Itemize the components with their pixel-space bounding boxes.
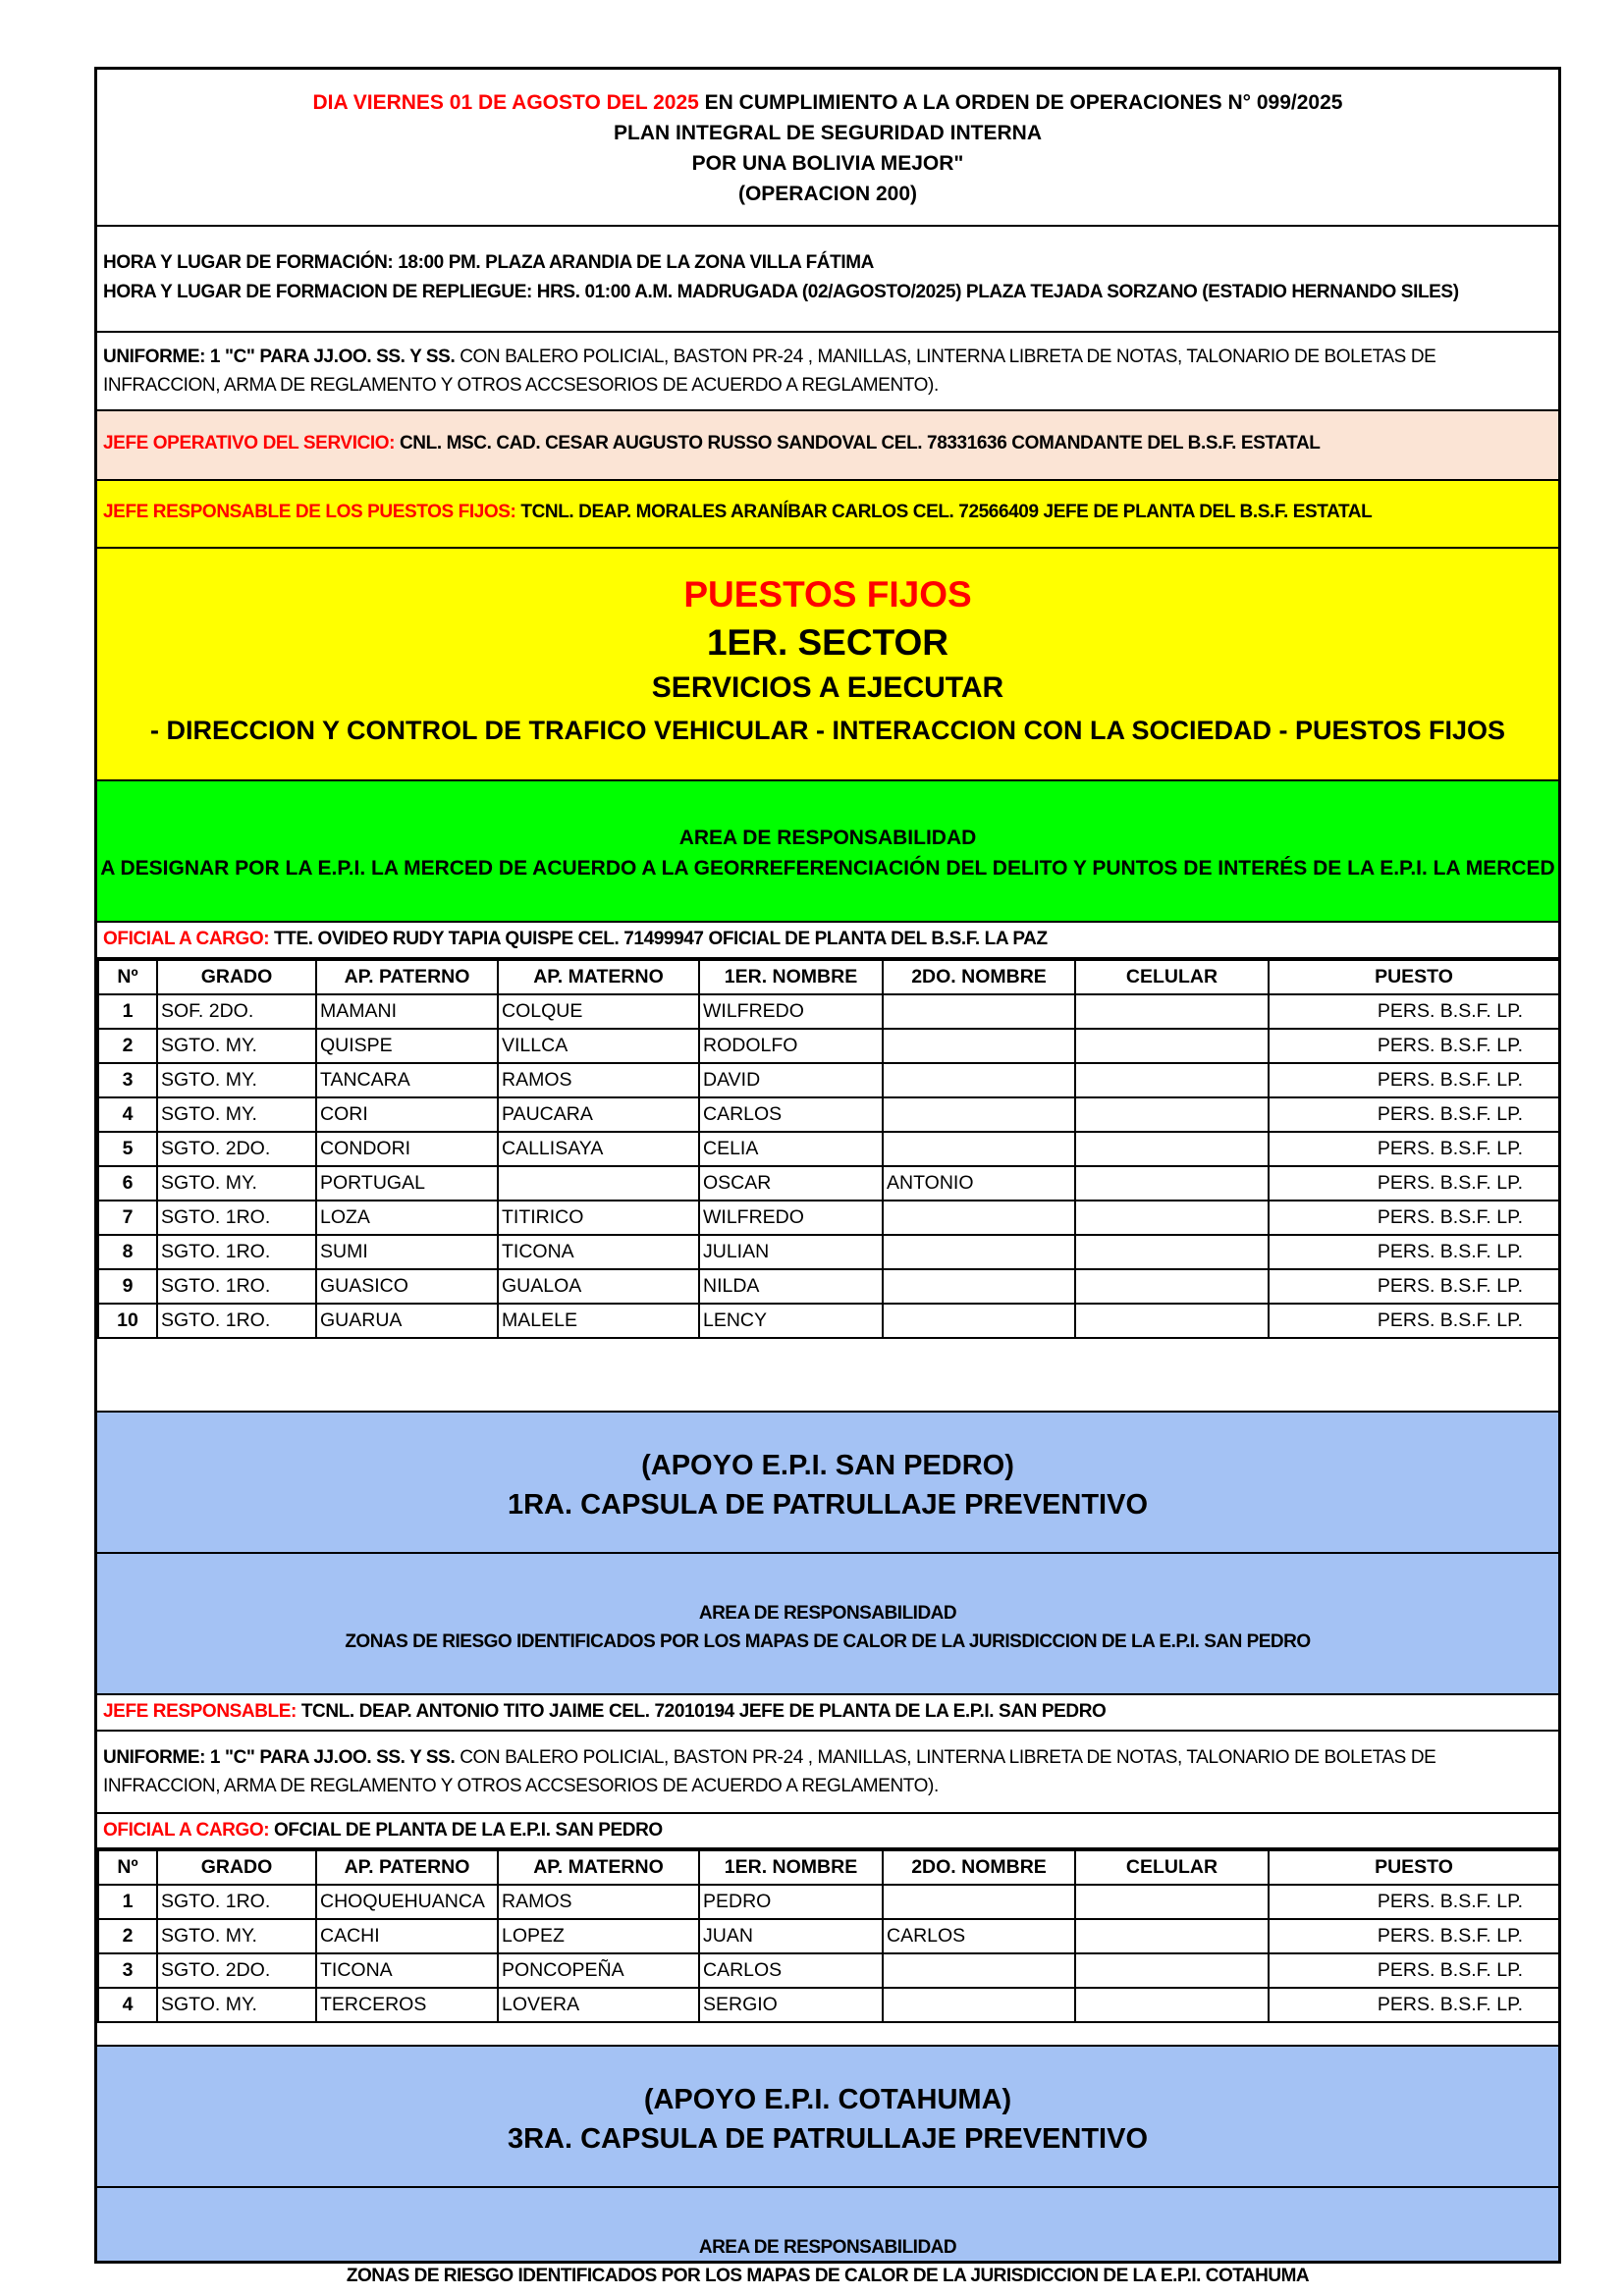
paterno-cell: LOZA bbox=[316, 1201, 498, 1235]
header-block bbox=[97, 70, 1558, 227]
sector-title: PUESTOS FIJOS bbox=[683, 574, 972, 614]
paterno-cell: QUISPE bbox=[316, 1029, 498, 1063]
grado-cell: SGTO. 1RO. bbox=[157, 1235, 316, 1269]
jefe-2-label: JEFE RESPONSABLE: bbox=[103, 1701, 297, 1722]
puesto-cell: PERS. B.S.F. LP. bbox=[1269, 1029, 1559, 1063]
puesto-cell: PERS. B.S.F. LP. bbox=[1269, 1988, 1559, 2022]
materno-cell: LOPEZ bbox=[498, 1919, 699, 1953]
area-responsabilidad-2 bbox=[97, 1554, 1558, 1695]
apoyo-1-line-2: 1RA. CAPSULA DE PATRULLAJE PREVENTIVO bbox=[507, 1489, 1149, 1521]
paterno-cell: TERCEROS bbox=[316, 1988, 498, 2022]
col-header: AP. MATERNO bbox=[498, 1850, 699, 1885]
grado-cell: SGTO. 1RO. bbox=[157, 1201, 316, 1235]
puesto-cell: PERS. B.S.F. LP. bbox=[1269, 1269, 1559, 1304]
nombre1-cell: CARLOS bbox=[699, 1097, 883, 1132]
col-header: AP. MATERNO bbox=[498, 960, 699, 994]
nombre1-cell: NILDA bbox=[699, 1269, 883, 1304]
nombre1-cell: OSCAR bbox=[699, 1166, 883, 1201]
table-1-body bbox=[98, 994, 1559, 1338]
nombre1-cell: WILFREDO bbox=[699, 1201, 883, 1235]
paterno-cell: SUMI bbox=[316, 1235, 498, 1269]
nombre2-cell bbox=[883, 1063, 1075, 1097]
celular-cell bbox=[1075, 1132, 1269, 1166]
materno-cell: LOVERA bbox=[498, 1988, 699, 2022]
celular-cell bbox=[1075, 1029, 1269, 1063]
uniform-text-2: INFRACCION, ARMA DE REGLAMENTO Y OTROS ACCSESORIOS DE ACUERDO A REGLAMENTO). bbox=[103, 375, 939, 396]
uniform-2-text-2: INFRACCION, ARMA DE REGLAMENTO Y OTROS ACCSESORIOS DE ACUERDO A REGLAMENTO). bbox=[103, 1776, 939, 1796]
grado-cell: SGTO. 2DO. bbox=[157, 1953, 316, 1988]
area-responsabilidad-3 bbox=[97, 2188, 1558, 2286]
jefe-puestos-value: TCNL. DEAP. MORALES ARANÍBAR CARLOS CEL. 72566409 JEFE DE PLANTA DEL B.S.F. ESTATAL bbox=[515, 502, 1373, 522]
grado-cell: SGTO. MY. bbox=[157, 1919, 316, 1953]
paterno-cell: CONDORI bbox=[316, 1132, 498, 1166]
nombre1-cell: WILFREDO bbox=[699, 994, 883, 1029]
materno-cell: RAMOS bbox=[498, 1885, 699, 1919]
uniform-text-1: CON BALERO POLICIAL, BASTON PR-24 , MANILLAS, LINTERNA LIBRETA DE NOTAS, TALONARIO DE BOLETAS DE bbox=[455, 347, 1436, 367]
table-row bbox=[98, 994, 1559, 1029]
apoyo-san-pedro-block bbox=[97, 1411, 1558, 1554]
table-row bbox=[98, 1988, 1559, 2022]
nombre2-cell bbox=[883, 1029, 1075, 1063]
nombre1-cell: LENCY bbox=[699, 1304, 883, 1338]
grado-cell: SOF. 2DO. bbox=[157, 994, 316, 1029]
formation-block bbox=[97, 227, 1558, 333]
nombre2-cell bbox=[883, 1269, 1075, 1304]
area-1-text: A DESIGNAR POR LA E.P.I. LA MERCED DE ACUERDO A LA GEORREFERENCIACIÓN DEL DELITO Y PUNTOS DE INTERÉS DE LA E.P.I. LA MERCED bbox=[100, 857, 1555, 880]
puesto-cell: PERS. B.S.F. LP. bbox=[1269, 1953, 1559, 1988]
services-title: SERVICIOS A EJECUTAR bbox=[651, 671, 1004, 704]
puesto-cell: PERS. B.S.F. LP. bbox=[1269, 1063, 1559, 1097]
operations-sheet bbox=[94, 67, 1561, 2286]
area-3-text: ZONAS DE RIESGO IDENTIFICADOS POR LOS MAPAS DE CALOR DE LA JURISDICCION DE LA E.P.I. COTAHUMA bbox=[346, 2266, 1310, 2286]
oficial-cargo-1 bbox=[97, 923, 1558, 959]
celular-cell bbox=[1075, 1953, 1269, 1988]
puesto-cell: PERS. B.S.F. LP. bbox=[1269, 994, 1559, 1029]
paterno-cell: CHOQUEHUANCA bbox=[316, 1885, 498, 1919]
area-3-title: AREA DE RESPONSABILIDAD bbox=[698, 2237, 957, 2258]
nombre1-cell: JUAN bbox=[699, 1919, 883, 1953]
jefe-operativo-label: JEFE OPERATIVO DEL SERVICIO: bbox=[103, 433, 396, 454]
jefe-operativo-value: CNL. MSC. CAD. CESAR AUGUSTO RUSSO SANDOVAL CEL. 78331636 COMANDANTE DEL B.S.F. ESTATAL bbox=[395, 433, 1321, 454]
nombre2-cell: ANTONIO bbox=[883, 1166, 1075, 1201]
celular-cell bbox=[1075, 1201, 1269, 1235]
area-2-text: ZONAS DE RIESGO IDENTIFICADOS POR LOS MAPAS DE CALOR DE LA JURISDICCION DE LA E.P.I. SAN PEDRO bbox=[345, 1631, 1311, 1652]
nombre1-cell: CELIA bbox=[699, 1132, 883, 1166]
col-header: GRADO bbox=[157, 1850, 316, 1885]
col-header: CELULAR bbox=[1075, 960, 1269, 994]
table-row bbox=[98, 1201, 1559, 1235]
header-line-3: POR UNA BOLIVIA MEJOR" bbox=[691, 152, 964, 175]
uniform-2-text-1: CON BALERO POLICIAL, BASTON PR-24 , MANILLAS, LINTERNA LIBRETA DE NOTAS, TALONARIO DE BOLETAS DE bbox=[455, 1747, 1436, 1768]
uniform-block bbox=[97, 333, 1558, 411]
apoyo-2-line-1: (APOYO E.P.I. COTAHUMA) bbox=[643, 2084, 1012, 2115]
nombre1-cell: PEDRO bbox=[699, 1885, 883, 1919]
paterno-cell: CACHI bbox=[316, 1919, 498, 1953]
apoyo-2-line-2: 3RA. CAPSULA DE PATRULLAJE PREVENTIVO bbox=[507, 2123, 1149, 2155]
col-header: AP. PATERNO bbox=[316, 960, 498, 994]
celular-cell bbox=[1075, 1919, 1269, 1953]
celular-cell bbox=[1075, 1988, 1269, 2022]
materno-cell: TITIRICO bbox=[498, 1201, 699, 1235]
oficial-1-value: TTE. OVIDEO RUDY TAPIA QUISPE CEL. 71499947 OFICIAL DE PLANTA DEL B.S.F. LA PAZ bbox=[269, 929, 1048, 949]
row-number: 7 bbox=[98, 1201, 157, 1235]
puesto-cell: PERS. B.S.F. LP. bbox=[1269, 1097, 1559, 1132]
nombre2-cell: CARLOS bbox=[883, 1919, 1075, 1953]
table-row bbox=[98, 1304, 1559, 1338]
header-line-2: PLAN INTEGRAL DE SEGURIDAD INTERNA bbox=[614, 122, 1042, 144]
table-row bbox=[98, 1919, 1559, 1953]
paterno-cell: MAMANI bbox=[316, 994, 498, 1029]
row-number: 2 bbox=[98, 1029, 157, 1063]
paterno-cell: GUASICO bbox=[316, 1269, 498, 1304]
nombre2-cell bbox=[883, 1132, 1075, 1166]
materno-cell: VILLCA bbox=[498, 1029, 699, 1063]
nombre1-cell: SERGIO bbox=[699, 1988, 883, 2022]
uniform-label: UNIFORME: 1 "C" PARA JJ.OO. SS. Y SS. bbox=[103, 347, 456, 367]
table-row bbox=[98, 1132, 1559, 1166]
uniform-2-label: UNIFORME: 1 "C" PARA JJ.OO. SS. Y SS. bbox=[103, 1747, 456, 1768]
area-2-title: AREA DE RESPONSABILIDAD bbox=[698, 1603, 957, 1624]
materno-cell bbox=[498, 1166, 699, 1201]
col-header: AP. PATERNO bbox=[316, 1850, 498, 1885]
puesto-cell: PERS. B.S.F. LP. bbox=[1269, 1885, 1559, 1919]
col-header: GRADO bbox=[157, 960, 316, 994]
table-row bbox=[98, 1029, 1559, 1063]
oficial-2-value: OFCIAL DE PLANTA DE LA E.P.I. SAN PEDRO bbox=[269, 1820, 663, 1841]
materno-cell: PAUCARA bbox=[498, 1097, 699, 1132]
paterno-cell: GUARUA bbox=[316, 1304, 498, 1338]
celular-cell bbox=[1075, 1166, 1269, 1201]
table-row bbox=[98, 1235, 1559, 1269]
nombre2-cell bbox=[883, 1304, 1075, 1338]
materno-cell: TICONA bbox=[498, 1235, 699, 1269]
nombre2-cell bbox=[883, 1885, 1075, 1919]
col-header: Nº bbox=[98, 960, 157, 994]
row-number: 1 bbox=[98, 994, 157, 1029]
jefe-puestos-label: JEFE RESPONSABLE DE LOS PUESTOS FIJOS: bbox=[103, 502, 516, 522]
celular-cell bbox=[1075, 1269, 1269, 1304]
celular-cell bbox=[1075, 1063, 1269, 1097]
header-line-1 bbox=[97, 87, 1558, 118]
grado-cell: SGTO. 1RO. bbox=[157, 1269, 316, 1304]
header-line-4: (OPERACION 200) bbox=[737, 183, 918, 205]
paterno-cell: TICONA bbox=[316, 1953, 498, 1988]
nombre2-cell bbox=[883, 1988, 1075, 2022]
puesto-cell: PERS. B.S.F. LP. bbox=[1269, 1132, 1559, 1166]
celular-cell bbox=[1075, 994, 1269, 1029]
nombre1-cell: DAVID bbox=[699, 1063, 883, 1097]
col-header: 1ER. NOMBRE bbox=[699, 960, 883, 994]
col-header: PUESTO bbox=[1269, 960, 1559, 994]
materno-cell: GUALOA bbox=[498, 1269, 699, 1304]
grado-cell: SGTO. 2DO. bbox=[157, 1132, 316, 1166]
col-header: CELULAR bbox=[1075, 1850, 1269, 1885]
materno-cell: CALLISAYA bbox=[498, 1132, 699, 1166]
row-number: 5 bbox=[98, 1132, 157, 1166]
paterno-cell: TANCARA bbox=[316, 1063, 498, 1097]
formation-line-2: HORA Y LUGAR DE FORMACION DE REPLIEGUE: HRS. 01:00 A.M. MADRUGADA (02/AGOSTO/2025) PLAZA TEJADA SORZANO (ESTADIO HERNANDO SILES) bbox=[103, 282, 1459, 302]
paterno-cell: PORTUGAL bbox=[316, 1166, 498, 1201]
nombre1-cell: RODOLFO bbox=[699, 1029, 883, 1063]
celular-cell bbox=[1075, 1885, 1269, 1919]
table-row bbox=[98, 1269, 1559, 1304]
nombre2-cell bbox=[883, 1953, 1075, 1988]
table-2-header bbox=[98, 1850, 1559, 1885]
table-1-header bbox=[98, 960, 1559, 994]
row-number: 8 bbox=[98, 1235, 157, 1269]
apoyo-cotahuma-block bbox=[97, 2045, 1558, 2188]
nombre1-cell: JULIAN bbox=[699, 1235, 883, 1269]
row-number: 4 bbox=[98, 1988, 157, 2022]
nombre2-cell bbox=[883, 1235, 1075, 1269]
jefe-operativo-row bbox=[97, 411, 1558, 481]
puesto-cell: PERS. B.S.F. LP. bbox=[1269, 1235, 1559, 1269]
nombre1-cell: CARLOS bbox=[699, 1953, 883, 1988]
grado-cell: SGTO. MY. bbox=[157, 1063, 316, 1097]
row-number: 9 bbox=[98, 1269, 157, 1304]
row-number: 3 bbox=[98, 1063, 157, 1097]
grado-cell: SGTO. 1RO. bbox=[157, 1304, 316, 1338]
jefe-2-value: TCNL. DEAP. ANTONIO TITO JAIME CEL. 72010194 JEFE DE PLANTA DE LA E.P.I. SAN PEDRO bbox=[296, 1701, 1107, 1722]
puesto-cell: PERS. B.S.F. LP. bbox=[1269, 1919, 1559, 1953]
grado-cell: SGTO. MY. bbox=[157, 1166, 316, 1201]
jefe-puestos-row bbox=[97, 481, 1558, 549]
materno-cell: MALELE bbox=[498, 1304, 699, 1338]
materno-cell: RAMOS bbox=[498, 1063, 699, 1097]
col-header: Nº bbox=[98, 1850, 157, 1885]
puesto-cell: PERS. B.S.F. LP. bbox=[1269, 1166, 1559, 1201]
apoyo-1-line-1: (APOYO E.P.I. SAN PEDRO) bbox=[641, 1450, 1014, 1481]
sector-number: 1ER. SECTOR bbox=[706, 622, 949, 663]
materno-cell: COLQUE bbox=[498, 994, 699, 1029]
personnel-table-1 bbox=[97, 959, 1560, 1339]
celular-cell bbox=[1075, 1304, 1269, 1338]
puesto-cell: PERS. B.S.F. LP. bbox=[1269, 1304, 1559, 1338]
table-row bbox=[98, 1063, 1559, 1097]
services-list: - DIRECCION Y CONTROL DE TRAFICO VEHICULAR - INTERACCION CON LA SOCIEDAD - PUESTOS FIJOS bbox=[149, 716, 1506, 745]
col-header: 2DO. NOMBRE bbox=[883, 960, 1075, 994]
oficial-2-label: OFICIAL A CARGO: bbox=[103, 1820, 270, 1841]
oficial-1-label: OFICIAL A CARGO: bbox=[103, 929, 270, 949]
nombre2-cell bbox=[883, 1097, 1075, 1132]
uniform-block-2 bbox=[97, 1732, 1558, 1814]
nombre2-cell bbox=[883, 1201, 1075, 1235]
row-number: 3 bbox=[98, 1953, 157, 1988]
grado-cell: SGTO. MY. bbox=[157, 1988, 316, 2022]
formation-line-1: HORA Y LUGAR DE FORMACIÓN: 18:00 PM. PLAZA ARANDIA DE LA ZONA VILLA FÁTIMA bbox=[103, 252, 874, 273]
col-header: 2DO. NOMBRE bbox=[883, 1850, 1075, 1885]
table-row bbox=[98, 1885, 1559, 1919]
col-header: 1ER. NOMBRE bbox=[699, 1850, 883, 1885]
table-row bbox=[98, 1953, 1559, 1988]
table-2-body bbox=[98, 1885, 1559, 2022]
materno-cell: PONCOPEÑA bbox=[498, 1953, 699, 1988]
row-number: 10 bbox=[98, 1304, 157, 1338]
table-row bbox=[98, 1166, 1559, 1201]
row-number: 6 bbox=[98, 1166, 157, 1201]
grado-cell: SGTO. MY. bbox=[157, 1029, 316, 1063]
celular-cell bbox=[1075, 1235, 1269, 1269]
jefe-responsable-2 bbox=[97, 1695, 1558, 1732]
row-number: 4 bbox=[98, 1097, 157, 1132]
nombre2-cell bbox=[883, 994, 1075, 1029]
row-number: 2 bbox=[98, 1919, 157, 1953]
paterno-cell: CORI bbox=[316, 1097, 498, 1132]
header-order: EN CUMPLIMIENTO A LA ORDEN DE OPERACIONES N° 099/2025 bbox=[698, 91, 1343, 114]
col-header: PUESTO bbox=[1269, 1850, 1559, 1885]
area-responsabilidad-1 bbox=[97, 781, 1558, 923]
sector-block bbox=[97, 549, 1558, 781]
oficial-cargo-2 bbox=[97, 1814, 1558, 1849]
header-date: DIA VIERNES 01 DE AGOSTO DEL 2025 bbox=[312, 91, 699, 114]
table-row bbox=[98, 1097, 1559, 1132]
area-1-title: AREA DE RESPONSABILIDAD bbox=[678, 827, 977, 849]
grado-cell: SGTO. 1RO. bbox=[157, 1885, 316, 1919]
grado-cell: SGTO. MY. bbox=[157, 1097, 316, 1132]
row-number: 1 bbox=[98, 1885, 157, 1919]
puesto-cell: PERS. B.S.F. LP. bbox=[1269, 1201, 1559, 1235]
celular-cell bbox=[1075, 1097, 1269, 1132]
personnel-table-2 bbox=[97, 1849, 1560, 2023]
